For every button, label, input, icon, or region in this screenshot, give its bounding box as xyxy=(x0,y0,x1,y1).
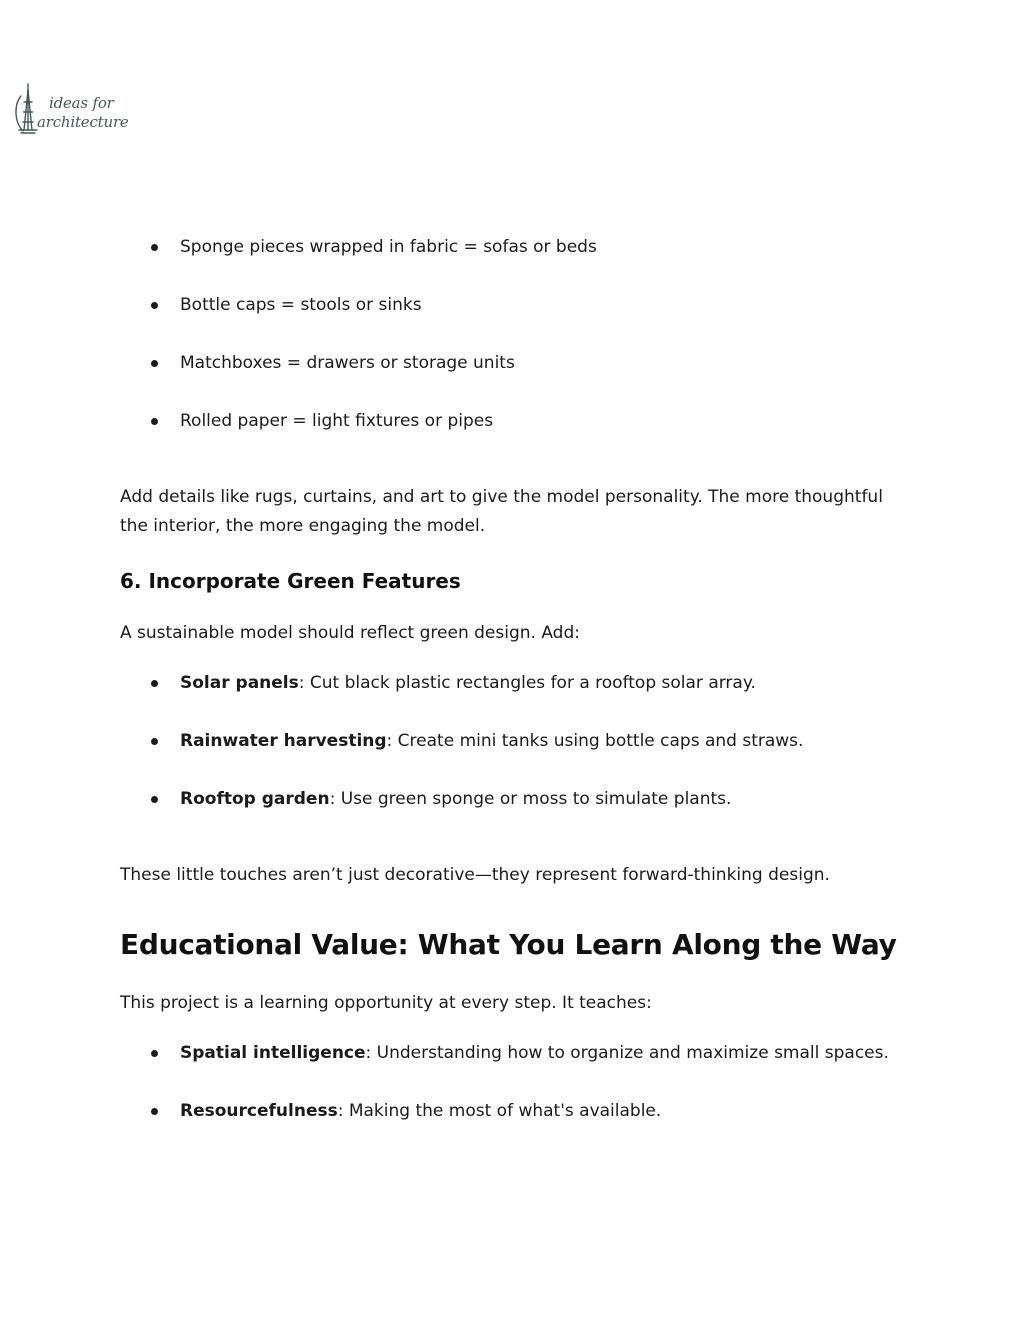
bullet-icon xyxy=(151,796,158,803)
bullet-icon xyxy=(151,680,158,687)
bullet-icon xyxy=(151,418,158,425)
list-item-term: Rainwater harvesting xyxy=(180,731,387,751)
list-item-text: Matchboxes = drawers or storage units xyxy=(180,353,515,373)
list-item xyxy=(120,406,910,436)
list-item xyxy=(120,668,910,698)
list-item-term: Spatial intelligence xyxy=(180,1043,366,1063)
bullet-icon xyxy=(151,302,158,309)
educational-list xyxy=(120,1038,910,1126)
bullet-icon xyxy=(151,738,158,745)
list-item xyxy=(120,348,910,378)
list-item xyxy=(120,290,910,320)
green-intro-paragraph: A sustainable model should reflect green design. Add: xyxy=(120,623,580,643)
ideas-for-architecture-logo xyxy=(13,82,129,138)
list-item-text: Sponge pieces wrapped in fabric = sofas or beds xyxy=(180,237,597,257)
list-item xyxy=(120,1038,910,1068)
educational-intro-paragraph: This project is a learning opportunity at every step. It teaches: xyxy=(120,993,652,1013)
list-item xyxy=(120,784,910,814)
logo-text-line1: ideas for xyxy=(49,94,114,112)
bullet-icon xyxy=(151,1050,158,1057)
list-item xyxy=(120,1096,910,1126)
list-item-text: : Making the most of what's available. xyxy=(337,1101,662,1121)
list-item-term: Resourcefulness xyxy=(180,1101,338,1121)
list-item-term: Solar panels xyxy=(180,673,299,693)
materials-list xyxy=(120,232,910,436)
list-item-text: Rolled paper = light fixtures or pipes xyxy=(180,411,494,431)
interior-details-paragraph: Add details like rugs, curtains, and art to give the model personality. The more thoughtful the interior, the more engaging the model. xyxy=(120,487,883,536)
list-item-text: : Create mini tanks using bottle caps and straws. xyxy=(386,731,804,751)
section-heading-green-features: 6. Incorporate Green Features xyxy=(120,569,461,593)
list-item xyxy=(120,232,910,262)
green-features-list xyxy=(120,668,910,814)
list-item-text: : Understanding how to organize and maximize small spaces. xyxy=(365,1043,889,1063)
list-item xyxy=(120,726,910,756)
bullet-icon xyxy=(151,244,158,251)
green-closing-paragraph: These little touches aren’t just decorative—they represent forward-thinking design. xyxy=(120,865,830,885)
list-item-term: Rooftop garden xyxy=(180,789,330,809)
section-heading-educational-value: Educational Value: What You Learn Along the Way xyxy=(120,928,897,961)
article-content xyxy=(120,232,910,1126)
bullet-icon xyxy=(151,1108,158,1115)
list-item-text: : Use green sponge or moss to simulate plants. xyxy=(329,789,732,809)
list-item-text: : Cut black plastic rectangles for a rooftop solar array. xyxy=(298,673,756,693)
list-item-text: Bottle caps = stools or sinks xyxy=(180,295,422,315)
logo-text-line2: architecture xyxy=(37,113,129,131)
bullet-icon xyxy=(151,360,158,367)
